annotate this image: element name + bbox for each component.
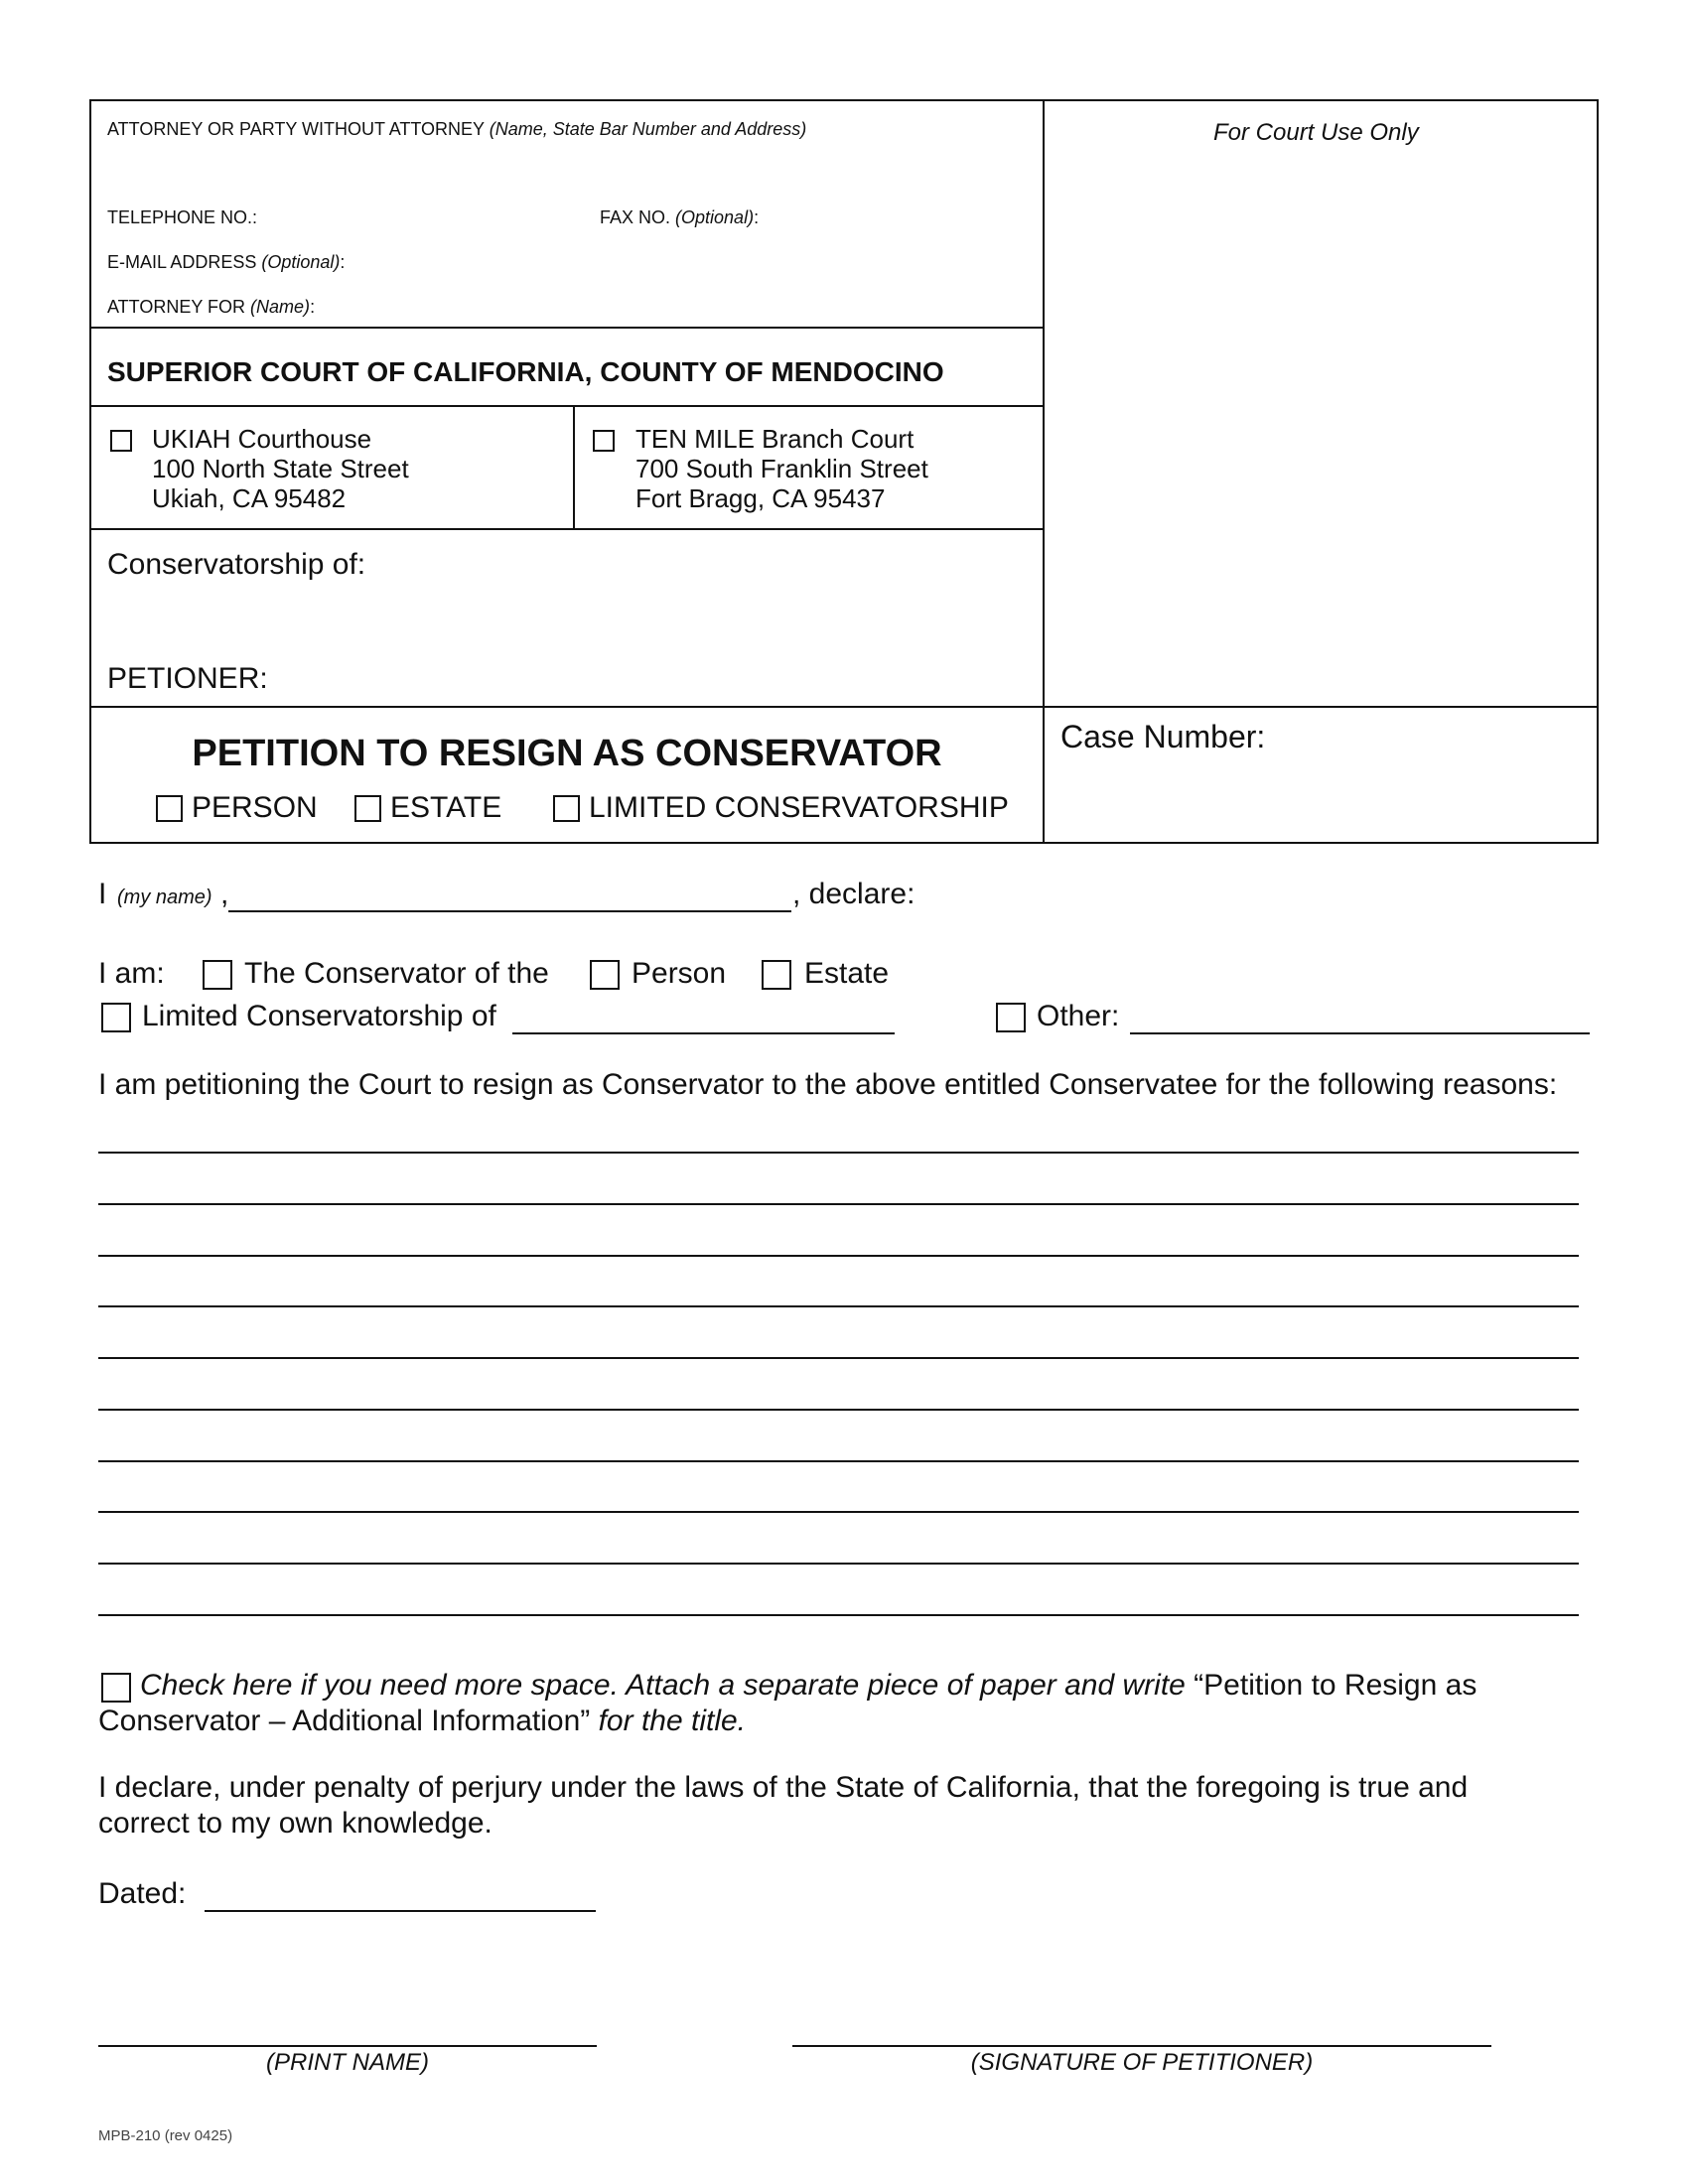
more-space-text (98, 1668, 1598, 1739)
title-person-label: PERSON (192, 791, 318, 824)
footer-code: MPB-210 (rev 0425) (98, 2127, 233, 2144)
attorney-label-text: ATTORNEY OR PARTY WITHOUT ATTORNEY (107, 119, 485, 139)
limited-conservatorship-field[interactable] (512, 1001, 895, 1034)
reason-line[interactable] (98, 1305, 1579, 1307)
more-space-instruction-end: for the title. (590, 1705, 747, 1737)
fax-hint: (Optional) (675, 207, 755, 227)
other-label: Other: (1037, 1000, 1120, 1032)
reason-line[interactable] (98, 1152, 1579, 1154)
court-title: SUPERIOR COURT OF CALIFORNIA, COUNTY OF MENDOCINO (107, 356, 944, 387)
declare-prefix: I (98, 878, 107, 910)
other-checkbox[interactable] (996, 1003, 1026, 1032)
attorney-for-label: ATTORNEY FOR (Name): (107, 297, 316, 317)
conservator-of-label: The Conservator of the (244, 957, 549, 990)
my-name-hint: (my name) (117, 887, 212, 908)
courthouse-tenmile-name: TEN MILE Branch Court (635, 424, 914, 454)
courthouse-ukiah-checkbox[interactable] (110, 430, 132, 452)
courthouse-ukiah-street: 100 North State Street (152, 454, 409, 483)
reason-line[interactable] (98, 1203, 1579, 1205)
caption-divider-courthouses (89, 528, 1045, 530)
conservator-of-checkbox[interactable] (203, 960, 232, 990)
conservatorship-label: Conservatorship of: (107, 548, 366, 581)
caption-divider-title (89, 706, 1599, 708)
reason-line[interactable] (98, 1357, 1579, 1359)
dated-field[interactable] (205, 1878, 596, 1912)
courthouse-tenmile-street: 700 South Franklin Street (635, 454, 928, 483)
reason-line[interactable] (98, 1614, 1579, 1616)
perjury-declaration-line1: I declare, under penalty of perjury under the laws of the State of California, that the foregoing is true and (98, 1771, 1469, 1804)
title-limited-checkbox[interactable] (553, 795, 580, 822)
reason-line[interactable] (98, 1409, 1579, 1411)
courthouse-tenmile (635, 424, 928, 513)
more-space-title-part2: Conservator – Additional Information” (98, 1705, 591, 1737)
dated-label: Dated: (98, 1877, 187, 1910)
i-am-label: I am: (98, 957, 165, 990)
limited-conservatorship-label: Limited Conservatorship of (142, 1000, 496, 1032)
email-hint: (Optional) (261, 252, 341, 272)
estate-label: Estate (804, 957, 890, 990)
print-name-label: (PRINT NAME) (266, 2049, 429, 2076)
other-field[interactable] (1130, 1001, 1590, 1034)
attorney-for-hint: (Name) (250, 297, 311, 317)
person-checkbox[interactable] (590, 960, 620, 990)
reason-line[interactable] (98, 1255, 1579, 1257)
declare-suffix: , declare: (792, 878, 915, 910)
title-limited-label: LIMITED CONSERVATORSHIP (589, 791, 1009, 824)
telephone-label: TELEPHONE NO.: (107, 207, 258, 227)
attorney-hint: (Name, State Bar Number and Address) (489, 119, 807, 139)
courthouse-ukiah-city: Ukiah, CA 95482 (152, 483, 347, 513)
print-name-line[interactable] (98, 2045, 597, 2047)
signature-label: (SIGNATURE OF PETITIONER) (970, 2049, 1314, 2076)
courthouse-vertical-divider (573, 405, 575, 530)
reason-line[interactable] (98, 1511, 1579, 1513)
caption-divider-attorney (89, 327, 1045, 329)
signature-line[interactable] (792, 2045, 1491, 2047)
reasons-label: I am petitioning the Court to resign as Conservator to the above entitled Conservatee for the following reasons: (98, 1068, 1558, 1101)
courthouse-tenmile-city: Fort Bragg, CA 95437 (635, 483, 886, 513)
reason-line[interactable] (98, 1460, 1579, 1462)
courthouse-ukiah (152, 424, 409, 513)
courthouse-ukiah-name: UKIAH Courthouse (152, 424, 372, 454)
perjury-declaration-line2: correct to my own knowledge. (98, 1807, 492, 1840)
courthouse-tenmile-checkbox[interactable] (593, 430, 615, 452)
court-use-label: For Court Use Only (1213, 119, 1419, 146)
caption-divider-court (89, 405, 1045, 407)
reason-line[interactable] (98, 1563, 1579, 1565)
attorney-for-label-text: ATTORNEY FOR (107, 297, 246, 317)
title-person-checkbox[interactable] (156, 795, 183, 822)
petitioner-label: PETIONER: (107, 662, 268, 695)
perjury-declaration (98, 1770, 1468, 1842)
declare-comma: , (220, 878, 229, 910)
fax-label-text: FAX NO. (600, 207, 671, 227)
case-number-label: Case Number: (1060, 719, 1266, 754)
fax-label: FAX NO. (Optional): (600, 207, 760, 227)
email-label-text: E-MAIL ADDRESS (107, 252, 257, 272)
attorney-label (107, 119, 806, 140)
email-label: E-MAIL ADDRESS (Optional): (107, 252, 346, 272)
more-space-title-part1: “Petition to Resign as (1185, 1669, 1477, 1702)
more-space-instruction: Check here if you need more space. Attach a separate piece of paper and write (140, 1669, 1186, 1702)
estate-checkbox[interactable] (762, 960, 791, 990)
title-estate-label: ESTATE (390, 791, 502, 824)
form-title: PETITION TO RESIGN AS CONSERVATOR (192, 733, 942, 774)
title-estate-checkbox[interactable] (354, 795, 381, 822)
my-name-field[interactable] (228, 880, 791, 912)
limited-conservatorship-checkbox[interactable] (101, 1003, 131, 1032)
person-label: Person (632, 957, 727, 990)
